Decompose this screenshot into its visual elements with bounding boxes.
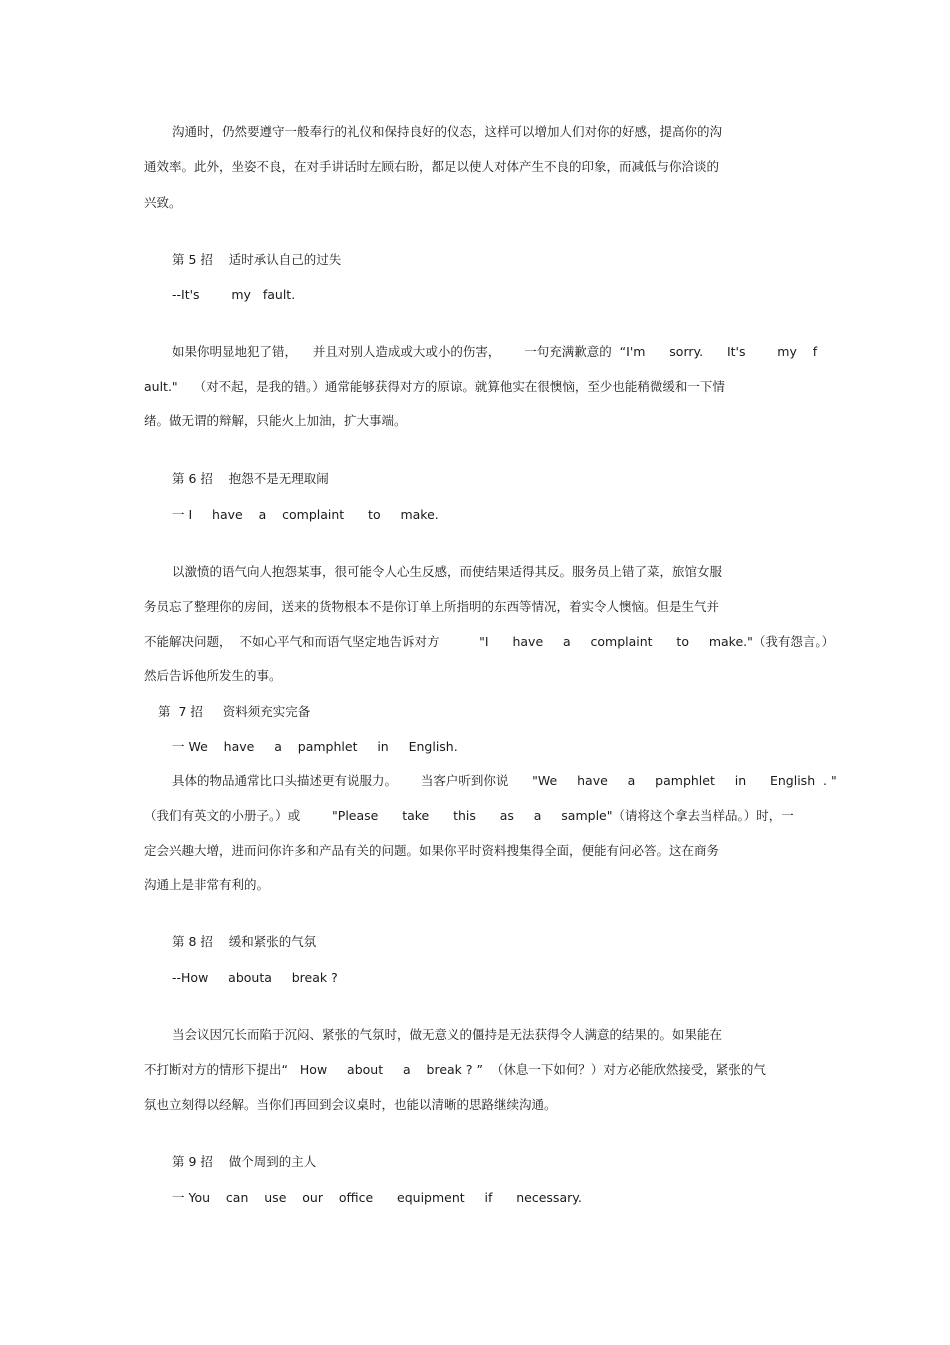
paragraph-line: 然后告诉他所发生的事。 [144, 668, 282, 683]
paragraph-line: 如果你明显地犯了错， 并且对别人造成或大或小的伤害， 一句充满歉意的 “I'm sorry. It's my f [172, 344, 818, 359]
section-heading: 第 9 招 做个周到的主人 [172, 1154, 317, 1169]
paragraph-line: （我们有英文的小册子。）或 "Please take this as a sample"（请将这个拿去当样品。）时，一 [144, 808, 794, 823]
paragraph-line: 务员忘了整理你的房间，送来的货物根本不是你订单上所指明的东西等情况，着实令人懊恼。但是生气并 [144, 599, 720, 614]
paragraph-line: 具体的物品通常比口头描述更有说服力。 当客户听到你说 "We have a pamphlet in English . " [172, 773, 837, 788]
paragraph-line: 兴致。 [144, 195, 182, 210]
english-phrase: 一 We have a pamphlet in English. [172, 739, 458, 754]
paragraph-line: 绪。做无谓的辩解，只能火上加油，扩大事端。 [144, 413, 407, 428]
section-heading: 第 6 招 抱怨不是无理取闹 [172, 471, 329, 486]
paragraph-line: 以激愤的语气向人抱怨某事，很可能令人心生反感，而使结果适得其反。服务员上错了菜，旅馆女服 [172, 564, 723, 579]
paragraph-line: 通效率。此外，坐姿不良，在对手讲话时左顾右盼，都足以使人对体产生不良的印象，而减低与你洽谈的 [144, 159, 720, 174]
english-phrase: --How abouta break ? [172, 970, 338, 985]
paragraph-line: 氛也立刻得以经解。当你们再回到会议桌时，也能以清晰的思路继续沟通。 [144, 1097, 557, 1112]
paragraph-line: ault." （对不起，是我的错。）通常能够获得对方的原谅。就算他实在很懊恼，至少也能稍微缓和一下情 [144, 379, 725, 394]
english-phrase: --It's my fault. [172, 287, 296, 302]
section-heading: 第 7 招 资料须充实完备 [158, 704, 311, 719]
paragraph-line: 不打断对方的情形下提出“ How about a break ? ” （休息一下如何？）对方必能欣然接受，紧张的气 [144, 1062, 766, 1077]
paragraph-line: 当会议因冗长而陷于沉闷、紧张的气氛时，做无意义的僵持是无法获得令人满意的结果的。如果能在 [172, 1027, 723, 1042]
english-phrase: 一 I have a complaint to make. [172, 507, 439, 522]
paragraph-line: 沟通时，仍然要遵守一般奉行的礼仪和保持良好的仪态，这样可以增加人们对你的好感，提高你的沟 [172, 124, 723, 139]
paragraph-line: 不能解决问题， 不如心平气和而语气坚定地告诉对方 "I have a complaint to make."（我有怨言。） [144, 634, 835, 649]
section-heading: 第 5 招 适时承认自己的过失 [172, 252, 342, 267]
paragraph-line: 沟通上是非常有利的。 [144, 877, 270, 892]
english-phrase: 一 You can use our office equipment if necessary. [172, 1190, 582, 1205]
section-heading: 第 8 招 缓和紧张的气氛 [172, 934, 317, 949]
paragraph-line: 定会兴趣大增，进而问你许多和产品有关的问题。如果你平时资料搜集得全面，便能有问必答。这在商务 [144, 843, 720, 858]
